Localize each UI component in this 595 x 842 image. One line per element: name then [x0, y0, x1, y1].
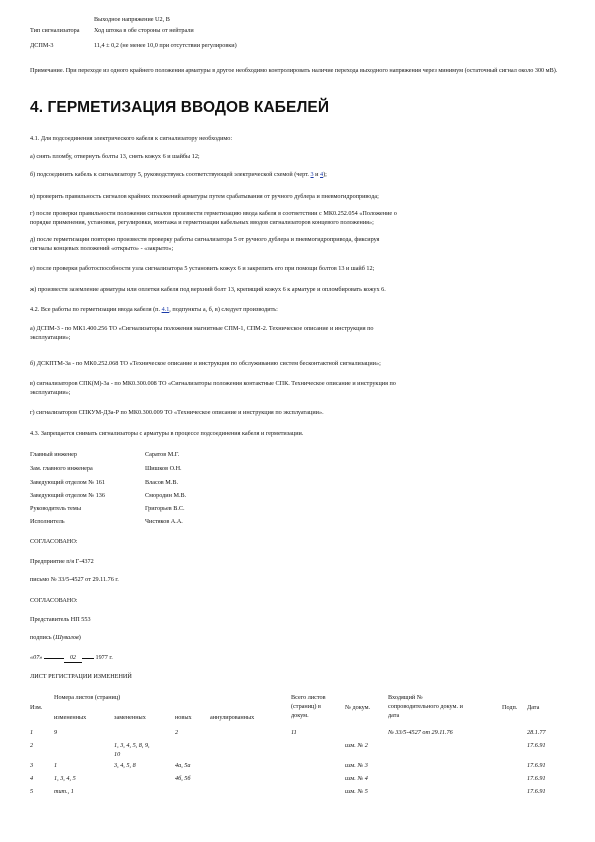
reg-row-5-changed: тит., 1 — [54, 788, 74, 795]
paragraph-4-2 — [30, 306, 278, 314]
reg-row-2-replaced-cont: 10 — [114, 751, 121, 758]
date-month: 02 — [64, 654, 82, 663]
representative-line: Представитель НП 553 — [30, 616, 91, 623]
item-4-2-v-line1: в) сигнализаторов СПК(М)-3а - по МК0.300.008 ТО «Сигнализаторы положения контактные СПК. Техническое описание и инструкция по — [30, 380, 396, 387]
reg-row-1-incoming: № 33/5-4527 от 29.11.76 — [388, 729, 453, 736]
reg-row-2-replaced: 1, 3, 4, 5, 8, 9, — [114, 742, 150, 749]
signature-line — [30, 634, 81, 642]
reg-row-4-new: 4б, 5б — [175, 775, 191, 782]
reg-row-1-izm: 1 — [30, 729, 34, 736]
link-figure-4[interactable]: 4 — [320, 171, 324, 178]
registration-title: ЛИСТ РЕГИСТРАЦИИ ИЗМЕНЕНИЙ — [30, 673, 132, 680]
item-b-text-mid: и — [313, 171, 321, 178]
item-d-line2: сигналы концевых положений «открыто» - «закрыто»; — [30, 245, 174, 252]
reg-header-incoming-3: дата — [388, 712, 400, 719]
reg-header-replaced: замененных — [114, 714, 146, 721]
reg-row-5-docno: изм. № 5 — [345, 788, 368, 795]
top-table-voltage-value: 11,4 ± 0,2 (не менее 10,0 при отсутствии регулировки) — [94, 42, 237, 49]
reg-row-1-date: 28.1.77 — [527, 729, 546, 736]
signature-name-5: Григорьев В.С. — [145, 505, 185, 512]
reg-row-4-docno: изм. № 4 — [345, 775, 368, 782]
item-4-2-a-line1: а) ДСПМ-3 - по МК1.400.256 ТО «Сигнализаторы положения магнитные СПМ-1, СПМ-2. Техническое описание и инструкция по — [30, 325, 374, 332]
top-table-type-value: ДСПМ-3 — [30, 42, 54, 49]
signature-line-post: ) — [78, 634, 81, 641]
letter-line: письмо № 33/5-4527 от 29.11.76 г. — [30, 576, 119, 583]
signature-name-6: Чистяков А.А. — [145, 518, 183, 525]
item-a: а) снять пломбу, отвернуть болты 13, снять кожух 6 и шайбы 12; — [30, 153, 200, 160]
signature-role-5: Руководитель темы — [30, 505, 82, 512]
reg-header-incoming-1: Входящий № — [388, 694, 423, 701]
signature-name-4: Смородин М.В. — [145, 492, 187, 499]
item-b-text-post: ); — [323, 171, 327, 178]
date-blank-left — [44, 658, 64, 659]
enterprise-line: Предприятие п/я Г-4372 — [30, 558, 94, 565]
item-e: е) после проверки работоспособности узла сигнализатора 5 установить кожух 6 и закрепить его при помощи болтов 13 и шайб 12; — [30, 265, 375, 272]
item-4-2-g: г) сигнализаторов СПКУМ-ДЗа-Р по МК0.300.009 ТО «Техническое описание и инструкция по эксплуатации». — [30, 409, 324, 416]
paragraph-4-2-post: , подпункты а, б, в) следует производить: — [169, 306, 278, 313]
signature-line-name: Шувалов — [55, 634, 79, 641]
reg-row-2-date: 17.6.91 — [527, 742, 546, 749]
reg-header-izm: Изм. — [30, 704, 43, 711]
reg-row-1-total: 11 — [291, 729, 297, 736]
reg-header-incoming-2: сопроводительного докум. и — [388, 703, 463, 710]
date-line — [30, 654, 113, 663]
paragraph-4-2-pre: 4.2. Все работы по герметизации ввода кабеля (п. — [30, 306, 162, 313]
reg-header-new: новых — [175, 714, 192, 721]
reg-row-3-changed: 1 — [54, 762, 58, 769]
date-blank-right — [82, 658, 94, 659]
note-paragraph: Примечание. При переходе из одного крайнего положения арматуры в другое необходимо контролировать наличие перехода выходного напряжения через минимум (остаточный сигнал около 300 мВ). — [30, 67, 558, 74]
reg-row-4-changed: 1, 3, 4, 5 — [54, 775, 76, 782]
reg-row-3-replaced: 3, 4, 5, 8 — [114, 762, 136, 769]
signature-role-6: Исполнитель — [30, 518, 65, 525]
item-v: в) проверить правильность сигналов крайних положений арматуры путем срабатывания от ручного дублера и пневмогидропривода; — [30, 193, 379, 200]
link-section-4-1[interactable]: 4.1 — [161, 306, 170, 313]
paragraph-4-3: 4.3. Запрещается снимать сигнализаторы с арматуры в процессе подсоединения кабеля и герметизации. — [30, 430, 304, 437]
item-4-2-a-line2: эксплуатации»; — [30, 334, 71, 341]
signature-role-3: Заведующий отделом № 161 — [30, 479, 105, 486]
reg-row-3-docno: изм. № 3 — [345, 762, 368, 769]
signature-name-1: Саратов М.Г. — [145, 451, 180, 458]
date-day: «07» — [30, 654, 43, 661]
reg-row-4-izm: 4 — [30, 775, 34, 782]
item-d-line1: д) после герметизации повторно произвести проверку работы сигнализатора 5 от ручного дублера и пневмогидропривода, фиксируя — [30, 236, 380, 243]
agreed-heading-1: СОГЛАСОВАНО: — [30, 538, 78, 545]
item-g-line1: г) после проверки правильности положения сигналов произвести герметизацию ввода кабеля в соответствии с МК0.252.054 «Положение о — [30, 210, 397, 217]
signature-role-2: Зам. главного инженера — [30, 465, 93, 472]
reg-header-docno: № докум. — [345, 704, 371, 711]
reg-row-3-new: 4а, 5а — [175, 762, 191, 769]
item-g-line2: порядке применения, установки, регулировки, монтажа и герметизации кабельных вводов сигнализаторов концевого положения»; — [30, 219, 374, 226]
top-table-voltage-header: Выходное напряжение U2, В — [94, 16, 170, 23]
reg-row-4-date: 17.6.91 — [527, 775, 546, 782]
reg-row-5-izm: 5 — [30, 788, 34, 795]
reg-row-3-date: 17.6.91 — [527, 762, 546, 769]
reg-header-sheets: Номера листов (страниц) — [54, 694, 121, 701]
paragraph-4-1: 4.1. Для подсоединения электрического кабеля к сигнализатору необходимо: — [30, 135, 233, 142]
item-4-2-b: б) ДСКПТМ-3а - по МК0.252.068 ТО «Техническое описание и инструкция по обслуживанию систем бесконтактной сигнализации»; — [30, 360, 381, 367]
item-b — [30, 171, 327, 179]
signature-name-3: Власов М.В. — [145, 479, 178, 486]
reg-header-total-2: (страниц) в — [291, 703, 321, 710]
item-4-2-v-line2: эксплуатации»; — [30, 389, 71, 396]
reg-header-sign: Подп. — [502, 704, 518, 711]
signature-role-4: Заведующий отделом № 136 — [30, 492, 105, 499]
reg-header-changed: измененных — [54, 714, 87, 721]
reg-header-total-1: Всего листов — [291, 694, 326, 701]
reg-row-3-izm: 3 — [30, 762, 34, 769]
top-table-stroke-header: Ход штока в обе стороны от нейтрали — [94, 27, 194, 34]
signature-role-1: Главный инженер — [30, 451, 77, 458]
reg-row-2-docno: изм. № 2 — [345, 742, 368, 749]
signature-line-pre: подпись ( — [30, 634, 56, 641]
reg-header-date: Дата — [527, 704, 540, 711]
item-zh: ж) произвести заземление арматуры или оплетки кабеля под верхний болт 13, крепящий кожух 6 к арматуре и опломбировать кожух 6. — [30, 286, 386, 293]
item-b-text-pre: б) подсоединить кабель к сигнализатору 5, руководствуясь соответствующей электрической схемой (черт. — [30, 171, 311, 178]
reg-row-1-changed: 9 — [54, 729, 58, 736]
reg-row-5-date: 17.6.91 — [527, 788, 546, 795]
section-title: 4. ГЕРМЕТИЗАЦИЯ ВВОДОВ КАБЕЛЕЙ — [30, 99, 330, 116]
signature-name-2: Шишков О.Н. — [145, 465, 182, 472]
link-figure-3[interactable]: 3 — [310, 171, 314, 178]
top-table-type-header: Тип сигнализатора — [30, 27, 80, 34]
reg-row-1-new: 2 — [175, 729, 179, 736]
reg-header-annulled: аннулированных — [210, 714, 255, 721]
reg-header-total-3: докум. — [291, 712, 309, 719]
agreed-heading-2: СОГЛАСОВАНО: — [30, 597, 78, 604]
date-year: 1977 г. — [95, 654, 113, 661]
reg-row-2-izm: 2 — [30, 742, 34, 749]
